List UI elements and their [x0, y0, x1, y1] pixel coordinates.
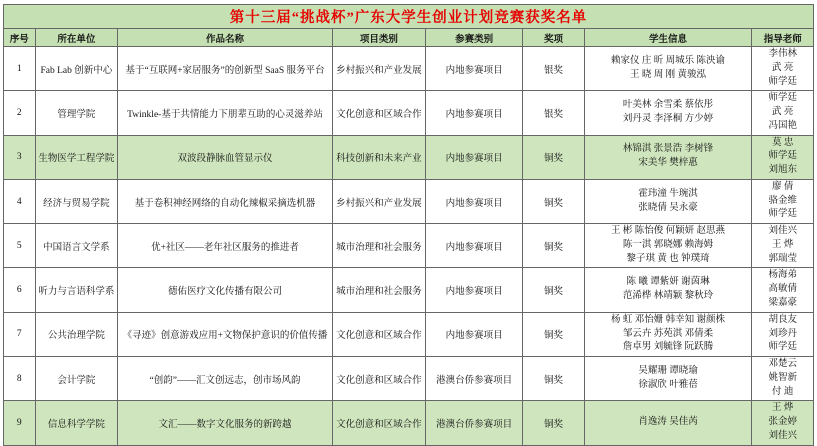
entry-type-cell: 港澳台侨参赛项目	[425, 357, 522, 401]
project-category-cell: 乡村振兴和产业发展	[332, 47, 425, 91]
col-header-entry-type: 参赛类别	[425, 29, 522, 47]
student-names-line: 宋美华 樊梓惠	[638, 158, 698, 169]
work-name-cell: 双波段静脉血管显示仪	[118, 135, 333, 179]
student-names-line: 陈 曦 谭紫妍 谢茵琳	[626, 277, 710, 288]
table-body	[4, 47, 814, 446]
advisor-cell	[752, 91, 814, 135]
entry-type-cell: 内地参赛项目	[425, 91, 522, 135]
table-row	[4, 312, 814, 356]
row-number-cell: 4	[4, 179, 36, 223]
advisor-name-line: 刘旭东	[768, 165, 797, 176]
title-row	[4, 5, 814, 29]
col-header-student-info: 学生信息	[584, 29, 752, 47]
advisor-name-line: 张金婷	[768, 417, 797, 428]
advisor-name-line: 武 亮	[772, 62, 794, 73]
col-header-project-category: 项目类别	[332, 29, 425, 47]
work-name-cell: 德佑医疗文化传播有限公司	[118, 268, 333, 312]
student-info-cell	[584, 268, 752, 312]
advisor-name-line: 师学廷	[768, 209, 797, 220]
award-cell: 铜奖	[523, 135, 585, 179]
advisor-name-line: 师学廷	[768, 93, 797, 104]
project-category-cell: 文化创意和区域合作	[332, 401, 425, 445]
entry-type-cell: 内地参赛项目	[425, 47, 522, 91]
student-names-line: 范浠桦 林靖颖 黎秋玲	[622, 291, 714, 302]
student-info-cell	[584, 91, 752, 135]
project-category-cell: 文化创意和区域合作	[332, 312, 425, 356]
entry-type-cell: 内地参赛项目	[425, 224, 522, 268]
advisor-name-line: 骆金维	[768, 195, 797, 206]
advisor-name-line: 梁嘉豪	[768, 298, 797, 309]
entry-type-cell: 内地参赛项目	[425, 135, 522, 179]
col-header-advisor: 指导老师	[752, 29, 814, 47]
project-category-cell: 文化创意和区域合作	[332, 91, 425, 135]
table-row	[4, 401, 814, 445]
student-names-line: 王 彬 陈怡俊 何颖妍 赵思燕	[611, 226, 726, 237]
row-number-cell: 5	[4, 224, 36, 268]
work-name-cell: 基于“互联网+家居服务”的创新型 SaaS 服务平台	[118, 47, 333, 91]
col-header-award: 奖项	[523, 29, 585, 47]
work-name-cell: Twinkle-基于共情能力下朋辈互助的心灵滋养站	[118, 91, 333, 135]
unit-cell: 经济与贸易学院	[35, 179, 118, 223]
student-names-line: 黎子琪 黄 也 钟璞琦	[626, 253, 710, 264]
project-category-cell: 城市治理和社会服务	[332, 268, 425, 312]
award-cell: 铜奖	[523, 179, 585, 223]
student-names-line: 张晓倩 吴永豪	[638, 202, 698, 213]
advisor-name-line: 廖 倩	[772, 181, 794, 192]
advisor-cell	[752, 401, 814, 445]
project-category-cell: 文化创意和区域合作	[332, 357, 425, 401]
work-name-cell: 优+社区——老年社区服务的推进者	[118, 224, 333, 268]
table-row	[4, 224, 814, 268]
student-info-cell	[584, 312, 752, 356]
advisor-name-line: 师学廷	[768, 342, 797, 353]
advisor-name-line: 师学廷	[768, 151, 797, 162]
student-names-line: 杨 虹 邓怡姗 韩幸知 谢颜株	[611, 314, 726, 325]
row-number-cell: 2	[4, 91, 36, 135]
student-names-line: 赖家仪 庄 昕 周城乐 陈泱谕	[611, 55, 726, 66]
student-names-line: 詹卓男 刘毓锋 阮跃腾	[622, 342, 714, 353]
advisor-name-line: 邓楚云	[768, 359, 797, 370]
col-header-no: 序号	[4, 29, 36, 47]
advisor-cell	[752, 312, 814, 356]
advisor-name-line: 刘珍丹	[768, 328, 797, 339]
advisor-name-line: 刘佳兴	[768, 430, 797, 441]
advisor-cell	[752, 179, 814, 223]
student-info-cell	[584, 401, 752, 445]
advisor-name-line: 刘佳兴	[768, 226, 797, 237]
row-number-cell: 3	[4, 135, 36, 179]
advisor-name-line: 胡良友	[768, 314, 797, 325]
unit-cell: 管理学院	[35, 91, 118, 135]
table-row	[4, 91, 814, 135]
advisor-name-line: 王 烨	[772, 403, 794, 414]
student-names-line: 邹云卉 苏苑淇 邓倩柔	[622, 328, 714, 339]
unit-cell: 公共治理学院	[35, 312, 118, 356]
entry-type-cell: 内地参赛项目	[425, 268, 522, 312]
student-info-cell	[584, 224, 752, 268]
student-names-line: 徐淑欣 叶雅蓓	[638, 379, 698, 390]
student-names-line: 吴耀珊 谭晓瑜	[638, 365, 698, 376]
student-names-line: 肖逸涛 吴佳芮	[638, 417, 698, 428]
advisor-name-line: 王 烨	[772, 239, 794, 250]
student-info-cell	[584, 135, 752, 179]
unit-cell: 信息科学学院	[35, 401, 118, 445]
advisor-cell	[752, 47, 814, 91]
row-number-cell: 8	[4, 357, 36, 401]
award-cell: 银奖	[523, 47, 585, 91]
advisor-cell	[752, 268, 814, 312]
student-names-line: 叶美林 余雪柔 蔡依彤	[622, 100, 714, 111]
award-cell: 铜奖	[523, 312, 585, 356]
page-title: 第十三届“挑战杯”广东大学生创业计划竞赛获奖名单	[4, 5, 814, 29]
table-row	[4, 47, 814, 91]
award-cell: 银奖	[523, 91, 585, 135]
advisor-name-line: 姚智新	[768, 372, 797, 383]
unit-cell: 会计学院	[35, 357, 118, 401]
work-name-cell: “创韵”——汇文创远志，创市场风韵	[118, 357, 333, 401]
work-name-cell: 《寻迹》创意游戏应用+文物保护意识的价值传播	[118, 312, 333, 356]
work-name-cell: 文汇——数字文化服务的新跨越	[118, 401, 333, 445]
award-cell: 铜奖	[523, 401, 585, 445]
entry-type-cell: 内地参赛项目	[425, 179, 522, 223]
student-names-line: 刘丹灵 李泽桐 方少婷	[622, 113, 714, 124]
entry-type-cell: 港澳台侨参赛项目	[425, 401, 522, 445]
table-row	[4, 268, 814, 312]
student-names-line: 霍玮潼 牛琬淇	[638, 188, 698, 199]
col-header-work-name: 作品名称	[118, 29, 333, 47]
student-names-line: 王 晓 周 刚 黄骏泓	[630, 69, 707, 80]
advisor-name-line: 杨海弟	[768, 270, 797, 281]
table-header-row	[4, 29, 814, 47]
award-cell: 铜奖	[523, 357, 585, 401]
table-row	[4, 179, 814, 223]
row-number-cell: 1	[4, 47, 36, 91]
advisor-name-line: 冯国艳	[768, 120, 797, 131]
unit-cell: 听力与言语科学系	[35, 268, 118, 312]
advisor-name-line: 师学廷	[768, 76, 797, 87]
advisor-name-line: 付 迪	[772, 386, 794, 397]
advisor-name-line: 莫 忠	[772, 137, 794, 148]
col-header-unit: 所在单位	[35, 29, 118, 47]
work-name-cell: 基于卷积神经网络的自动化辣椒采摘选机器	[118, 179, 333, 223]
project-category-cell: 城市治理和社会服务	[332, 224, 425, 268]
student-names-line: 陈一淇 郭晓娜 赖海姆	[622, 239, 714, 250]
table-row	[4, 135, 814, 179]
unit-cell: 中国语言文学系	[35, 224, 118, 268]
student-info-cell	[584, 357, 752, 401]
project-category-cell: 乡村振兴和产业发展	[332, 179, 425, 223]
advisor-name-line: 高敏倩	[768, 284, 797, 295]
advisor-cell	[752, 224, 814, 268]
student-names-line: 林锦淇 张景浩 李树锋	[622, 144, 714, 155]
student-info-cell	[584, 47, 752, 91]
entry-type-cell: 内地参赛项目	[425, 312, 522, 356]
advisor-name-line: 武 亮	[772, 107, 794, 118]
awards-table	[3, 4, 814, 446]
award-cell: 铜奖	[523, 268, 585, 312]
row-number-cell: 7	[4, 312, 36, 356]
advisor-name-line: 李伟林	[768, 49, 797, 59]
advisor-name-line: 郭瑞莹	[768, 253, 797, 264]
advisor-cell	[752, 135, 814, 179]
advisor-cell	[752, 357, 814, 401]
row-number-cell: 6	[4, 268, 36, 312]
row-number-cell: 9	[4, 401, 36, 445]
unit-cell: 生物医学工程学院	[35, 135, 118, 179]
student-info-cell	[584, 179, 752, 223]
table-row	[4, 357, 814, 401]
project-category-cell: 科技创新和未来产业	[332, 135, 425, 179]
award-cell: 铜奖	[523, 224, 585, 268]
unit-cell: Fab Lab 创新中心	[35, 47, 118, 91]
